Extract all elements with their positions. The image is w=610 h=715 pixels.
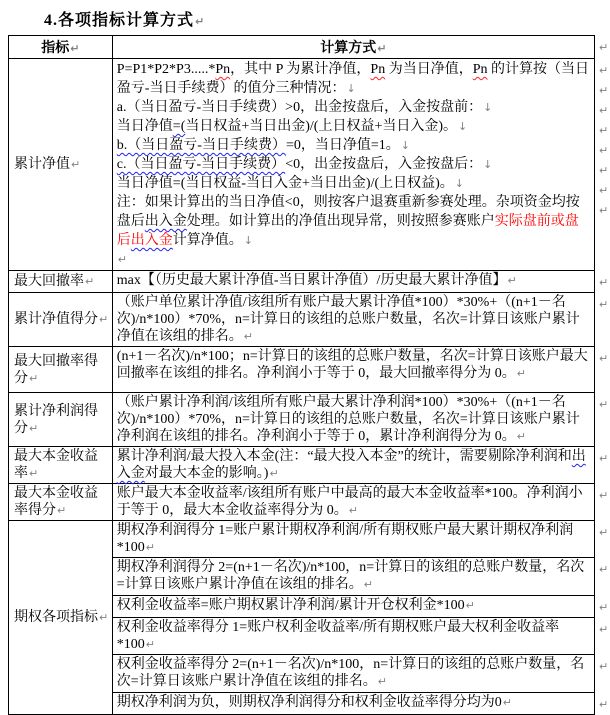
pilcrow-mark-icon: ↵: [507, 274, 517, 287]
text-segment: a.（当日盈亏-当日手续费）>0，出金按盘后，入金按盘前：: [116, 100, 483, 115]
pilcrow-icon: ↵: [99, 611, 109, 624]
pilcrow-mark-icon: ↵: [598, 183, 609, 197]
row-end-marks: [594, 558, 609, 596]
text-segment: ，其中 P 为累计净值，: [230, 62, 371, 77]
pilcrow-mark-icon: ↵: [117, 253, 128, 266]
text-line: [117, 294, 592, 345]
method-cell: [112, 393, 594, 447]
text-segment: （账户单位累计净值/该组所有账户最大累计净值*100）*30%+（(n+1－名次)/n*100）*70%，n=计算日的该组的总账户数量，名次=计算日该账户累计净值在该组的排名。: [116, 295, 580, 344]
method-cell: [112, 447, 594, 484]
pilcrow-mark-icon: ↵: [502, 696, 513, 709]
indicator-label-text: 累计净值得分: [14, 312, 98, 327]
text-segment: 账户最大本金收益率/该组所有账户中最高的最大本金收益率*100。净利润小于等于 0，最大本金收益率得分为 0。: [116, 486, 583, 518]
text-line: [117, 117, 592, 136]
row-end-marks: [594, 347, 609, 393]
text-segment: P=P1*P2*P3.....*: [116, 62, 216, 77]
text-segment: c.（当日盈亏-当日手续费）: [116, 157, 286, 172]
text-line: [117, 272, 592, 289]
text-line: [117, 394, 592, 445]
text-segment: 当日净值: [116, 119, 173, 134]
text-line: [117, 250, 592, 269]
row-end-marks: [594, 655, 609, 693]
indicator-label: [9, 484, 113, 521]
pilcrow-icon: ↵: [99, 313, 109, 326]
text-line: [117, 348, 592, 382]
text-segment: b.（当日盈亏-当日手续费）: [116, 138, 286, 153]
pilcrow-mark-icon: ↵: [377, 675, 387, 688]
pilcrow-icon: ↵: [29, 467, 39, 480]
row-end-marks: [594, 521, 609, 558]
text-segment: 累计净利润/最大投入本金(注：“最大投入本金”的统计，需要剔除净利润和: [116, 449, 572, 464]
row-end-marks: [594, 693, 609, 715]
text-line: [117, 98, 592, 117]
text-line: [117, 485, 592, 519]
pilcrow-mark-icon: ↵: [145, 638, 156, 651]
indicator-label-text: 最大本金收益率: [14, 449, 98, 481]
pilcrow-mark-icon: ↵: [145, 541, 156, 554]
text-line: [117, 619, 592, 653]
section-title-text: 4.各项指标计算方式: [44, 12, 195, 29]
text-segment: Pn: [215, 62, 231, 77]
pilcrow-mark-icon: ↵: [363, 578, 373, 591]
text-segment: Pn: [472, 62, 488, 77]
indicator-label-text: 累计净利润得分: [14, 403, 98, 436]
header-method: [112, 36, 594, 59]
row-end-marks: [594, 393, 609, 447]
linebreak-mark-icon: ↓: [458, 120, 468, 133]
text-line: [117, 136, 592, 155]
pilcrow-mark-icon: ↵: [598, 622, 609, 636]
pilcrow-mark-icon: ↵: [598, 397, 609, 411]
text-segment: (n+1－名次)/n*100；n=计算日的该组的总账户数量，名次=计算日该账户最大回撤率在该组的排名。净利润小于等于 0，最大回撤率得分为 0。: [116, 349, 588, 381]
pilcrow-mark-icon: ↵: [465, 599, 475, 612]
text-segment: 出入金: [130, 233, 173, 248]
pilcrow-mark-icon: ↵: [598, 103, 609, 117]
method-cell: [112, 271, 594, 293]
pilcrow-mark-icon: ↵: [598, 488, 609, 502]
linebreak-mark-icon: ↓: [483, 158, 493, 171]
text-segment: 期权净利润为负，则期权净利润得分和权利金收益率得分均为0: [116, 695, 502, 710]
row-end-marks: [594, 293, 609, 347]
indicator-label: [9, 447, 113, 484]
text-segment: max【（历史最大累计净值-当日累计净值）/历史最大累计净值】: [116, 273, 507, 288]
text-segment: 的计算按（当日盈亏-当日手续费）的值分三种情况：: [116, 62, 590, 96]
text-line: [117, 597, 592, 614]
linebreak-mark-icon: ↓: [243, 234, 254, 247]
table-row-cumulative-net-value: [9, 59, 610, 271]
text-segment: 权利金收益率得分 2=(n+1－名次)/n*100，n=计算日的该组的总账户数量，名次=计算日该账户累计净值在该组的排名。: [116, 657, 585, 689]
table-row-cumulative-net-profit-score: [9, 393, 610, 447]
text-segment: 实际盘前或盘后: [116, 214, 579, 248]
pilcrow-mark-icon: ↵: [598, 275, 609, 289]
text-segment: 期权净利润得分 1=账户累计期权净利润/所有期权账户最大累计期权净利润*100: [116, 523, 574, 555]
pilcrow-mark-icon: ↵: [598, 697, 609, 711]
indicator-label-text: 最大本金收益率得分: [14, 486, 98, 518]
method-cell: [112, 655, 594, 693]
text-segment: 权利金收益率得分 1=账户权利金收益率/所有期权账户最大权利金收益率*100: [116, 620, 560, 652]
text-line: [117, 559, 592, 593]
text-line: [117, 193, 592, 250]
text-segment: 权利金收益率=账户期权累计净利润/累计开仓权利金*100: [116, 598, 465, 613]
pilcrow-mark-icon: ↵: [598, 163, 609, 177]
indicator-label: [9, 393, 113, 447]
method-cell: [112, 558, 594, 596]
pilcrow-mark-icon: ↵: [598, 203, 609, 217]
pilcrow-mark-icon: ↵: [598, 351, 609, 365]
text-segment: =0，当日净值=1。: [285, 138, 400, 153]
row-end-marks: [594, 36, 609, 59]
table-row-option-indicators: [9, 521, 610, 558]
text-line: [117, 174, 592, 193]
header-method-text: 计算方式: [320, 41, 377, 56]
text-segment: 当日权益+当日出金)/(上日权益+当日入金)。: [185, 119, 458, 134]
text-line: [117, 448, 592, 482]
pilcrow-icon: ↵: [29, 371, 39, 385]
method-cell: [112, 618, 594, 655]
indicator-label-text: 最大回撤率: [14, 274, 84, 289]
indicator-label: [9, 347, 113, 393]
pilcrow-icon: ↵: [377, 42, 387, 55]
method-cell: [112, 596, 594, 618]
pilcrow-mark-icon: ↵: [516, 430, 527, 443]
text-line: [117, 155, 592, 174]
table-row-max-drawdown-rate: [9, 271, 610, 293]
table-row-cumulative-net-value-score: [9, 293, 610, 347]
text-segment: 处理。如计算出的净值出现异常，则按照参赛账户: [186, 214, 495, 229]
header-indicator: [9, 36, 113, 59]
text-segment: 注：如果计算出的当日净值<0，则按客户退赛重新参赛处理。杂项资金均按盘后: [116, 195, 580, 229]
indicator-label: [9, 293, 113, 347]
text-line: [117, 656, 592, 690]
indicator-label-text: 累计净值: [14, 157, 70, 172]
table-row-max-principal-return-score: [9, 484, 610, 521]
text-segment: 出入金: [116, 449, 586, 481]
indicator-label: [9, 271, 113, 293]
pilcrow-mark-icon: ↵: [598, 525, 609, 539]
method-cell: [112, 693, 594, 715]
table-header-row: [9, 36, 610, 59]
pilcrow-icon: ↵: [71, 158, 81, 171]
method-cell: [112, 484, 594, 521]
pilcrow-mark-icon: ↵: [348, 504, 359, 517]
text-line: [117, 522, 592, 556]
text-segment: 当日净值=(当日权益-当日入金+当日出金)/(上日权益)。: [116, 176, 454, 191]
pilcrow-mark-icon: ↵: [598, 83, 609, 97]
row-end-marks: [594, 59, 609, 271]
linebreak-mark-icon: ↓: [454, 177, 465, 190]
row-end-marks: [594, 618, 609, 655]
text-segment: 出入金: [144, 214, 187, 229]
text-segment: 计算净值。: [172, 233, 243, 248]
row-end-marks: [594, 484, 609, 521]
pilcrow-mark-icon: ↵: [598, 123, 609, 137]
text-line: [117, 60, 592, 98]
pilcrow-mark-icon: ↵: [598, 63, 609, 77]
indicator-table: [8, 35, 610, 715]
pilcrow-icon: ↵: [85, 275, 95, 288]
pilcrow-mark-icon: ↵: [598, 451, 609, 465]
row-end-marks: [594, 596, 609, 618]
table-row-max-drawdown-score: [9, 347, 610, 393]
pilcrow-mark-icon: ↵: [598, 562, 609, 576]
indicator-label: [9, 59, 113, 271]
text-segment: 为当日净值，: [385, 62, 473, 77]
linebreak-mark-icon: ↓: [346, 82, 356, 95]
pilcrow-icon: ↵: [70, 42, 80, 55]
method-cell: [112, 59, 594, 271]
pilcrow-icon: ↵: [57, 504, 67, 517]
linebreak-mark-icon: ↓: [400, 139, 410, 152]
text-line: [117, 694, 592, 711]
text-segment: =(: [172, 119, 186, 134]
pilcrow-mark-icon: ↵: [269, 467, 279, 480]
pilcrow-mark-icon: ↵: [598, 297, 609, 311]
method-cell: [112, 293, 594, 347]
pilcrow-mark-icon: ↵: [598, 40, 609, 54]
text-segment: <0，出金按盘后，入金按盘后：: [285, 157, 483, 172]
text-segment: 对最大本金的影响。): [144, 466, 269, 481]
text-segment: Pn: [370, 62, 386, 77]
pilcrow-mark-icon: ↵: [243, 330, 254, 343]
pilcrow-mark-icon: ↵: [598, 143, 609, 157]
pilcrow-mark-icon: ↵: [598, 600, 609, 614]
pilcrow-icon: ↵: [29, 421, 39, 435]
linebreak-mark-icon: ↓: [483, 101, 493, 114]
pilcrow-icon: ↵: [195, 15, 206, 28]
row-end-marks: [594, 271, 609, 293]
method-cell: [112, 347, 594, 393]
section-title: [0, 0, 610, 35]
table-row-max-principal-return: [9, 447, 610, 484]
pilcrow-mark-icon: ↵: [598, 659, 609, 673]
row-end-marks: [594, 447, 609, 484]
text-segment: （账户累计净利润/该组所有账户最大累计净利润*100）*30%+（(n+1－名次)/n*100）*70%，n=计算日的该组的总账户数量，名次=计算日该账户累计净利润在该组的排名。净利润小于等于 0，累计净利润得分为 0。: [116, 395, 580, 444]
indicator-label-text: 期权各项指标: [14, 610, 98, 625]
pilcrow-mark-icon: ↵: [516, 367, 527, 380]
text-segment: 期权净利润得分 2=(n+1－名次)/n*100，n=计算日的该组的总账户数量，名次=计算日该账户累计净值在该组的排名。: [116, 560, 585, 592]
indicator-label: [9, 521, 113, 715]
header-indicator-text: 指标: [41, 41, 70, 56]
indicator-label-text: 最大回撤率得分: [14, 353, 98, 386]
method-cell: [112, 521, 594, 558]
